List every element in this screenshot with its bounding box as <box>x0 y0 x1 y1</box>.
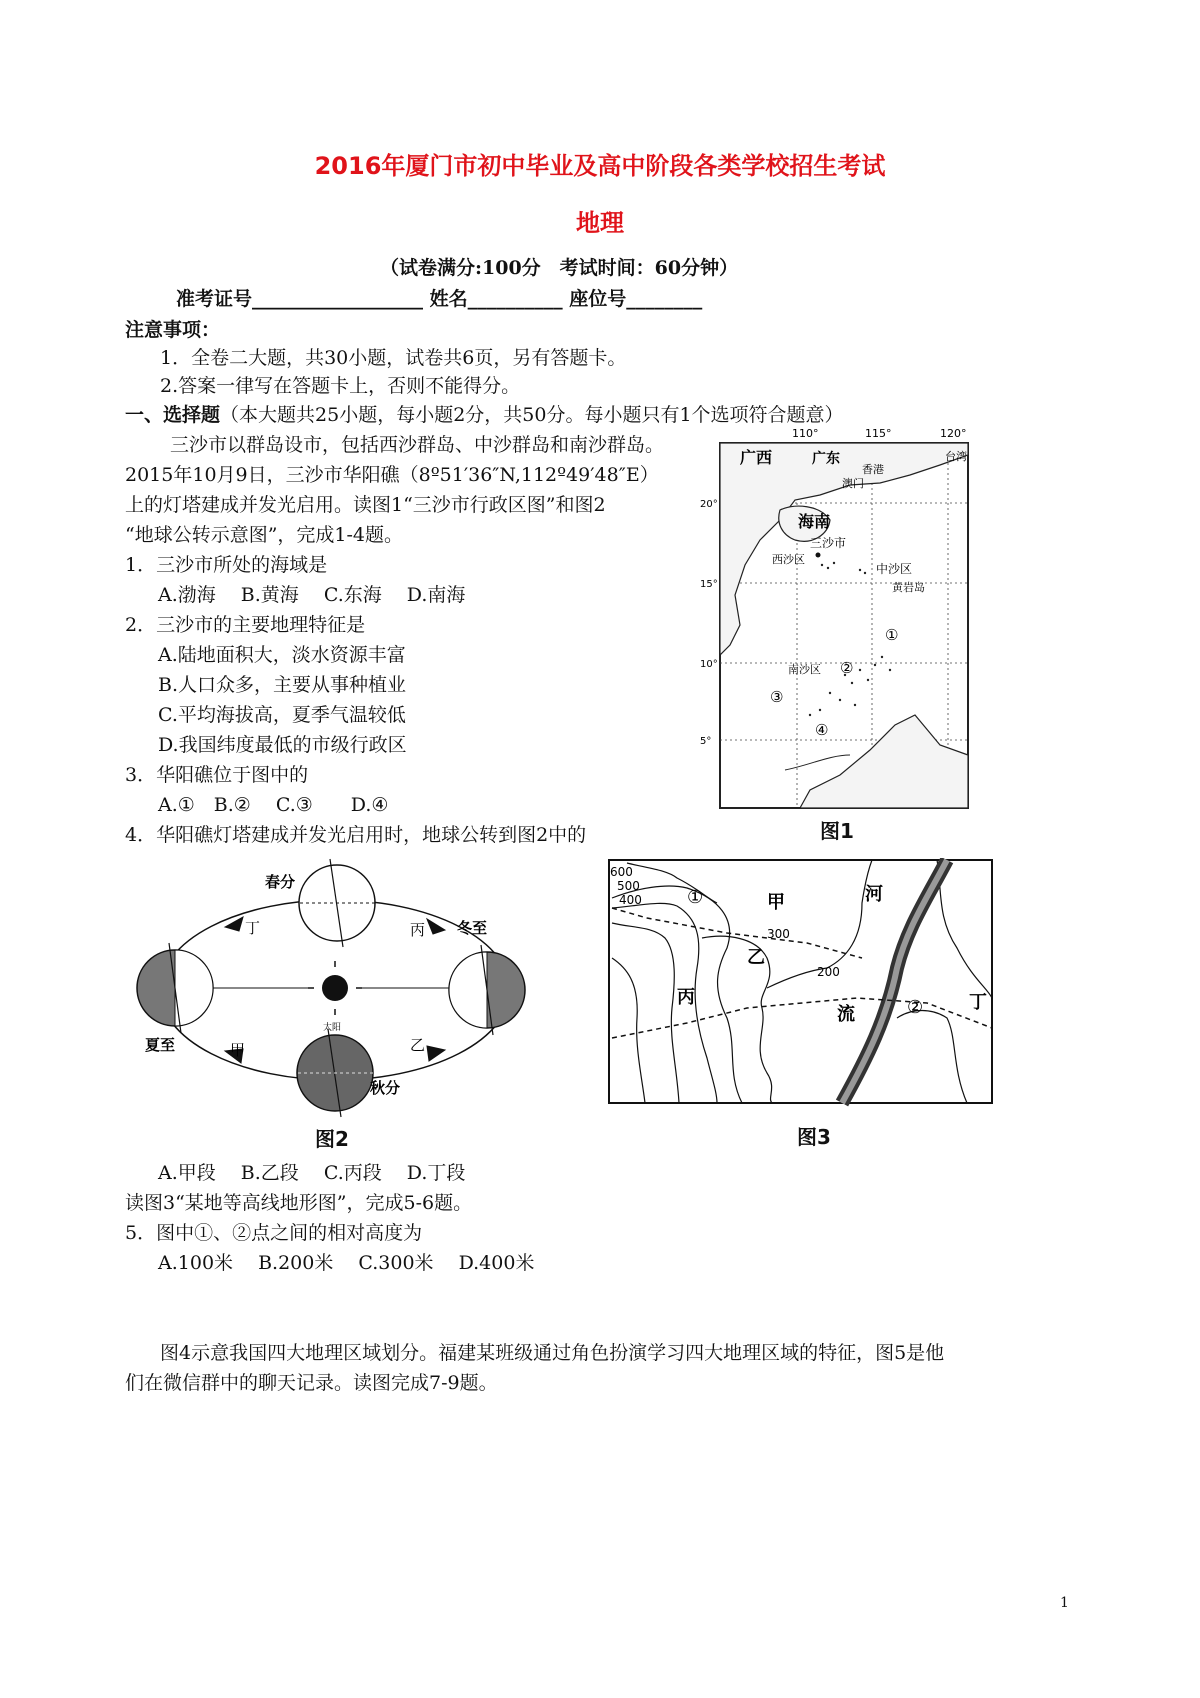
contour-300: 300 <box>767 927 790 941</box>
label-xisha: 西沙区 <box>772 553 805 566</box>
marker-1: ① <box>885 626 899 644</box>
label-guangdong: 广东 <box>812 451 840 467</box>
fig3-caption: 图3 <box>797 1125 831 1149</box>
lon-label-110: 110° <box>792 427 819 440</box>
zone-jia: 甲 <box>767 892 785 913</box>
q4-stem: 4．华阳礁灯塔建成并发光启用时，地球公转到图2中的 <box>125 824 587 846</box>
revolution-diagram <box>125 855 535 1120</box>
label-hongkong: 香港 <box>862 463 884 476</box>
label-hainan: 海南 <box>798 512 831 531</box>
sun-label: 太阳 <box>323 1023 342 1033</box>
q2-option-a: A.陆地面积大，淡水资源丰富 <box>158 644 406 666</box>
sansha-map <box>700 425 980 845</box>
label-summer-solstice: 夏至 <box>145 1036 176 1054</box>
lat-label-15: 15° <box>700 579 718 590</box>
label-taiwan: 台湾 <box>945 450 967 463</box>
lon-label-115: 115° <box>865 427 892 440</box>
page-number: 1 <box>1060 1595 1069 1611</box>
note-item-1: 1．全卷二大题，共30小题，试卷共6页，另有答题卡。 <box>160 347 627 369</box>
figure-1 <box>700 425 980 845</box>
contour-500: 500 <box>617 879 640 893</box>
marker-2: ② <box>840 659 854 677</box>
exam-info: （试卷满分:100分 考试时间：60分钟） <box>380 257 739 279</box>
label-huangyan: 黄岩岛 <box>892 581 925 594</box>
q2-stem: 2．三沙市的主要地理特征是 <box>125 614 366 636</box>
label-autumn-equinox: 秋分 <box>370 1079 401 1097</box>
q2-option-d: D.我国纬度最低的市级行政区 <box>158 734 407 756</box>
intro1-line-3: 上的灯塔建成并发光启用。读图1“三沙市行政区图”和图2 <box>125 494 606 516</box>
q1-options: A.渤海 B.黄海 C.东海 D.南海 <box>158 584 466 606</box>
zone-yi: 乙 <box>747 947 765 968</box>
note-item-2: 2.答案一律写在答题卡上，否则不能得分。 <box>160 375 521 397</box>
point-2: ② <box>907 997 924 1018</box>
notes-heading: 注意事项： <box>125 319 221 341</box>
section-1 <box>125 400 844 427</box>
section-1-desc: （本大题共25小题，每小题2分，共50分。每小题只有1个选项符合题意） <box>220 404 844 426</box>
marker-4: ④ <box>815 721 829 739</box>
contour-400: 400 <box>619 893 642 907</box>
lat-label-5: 5° <box>700 736 712 747</box>
subject-title: 地理 <box>576 209 624 237</box>
candidate-fields: 准考证号__________________ 姓名__________ 座位号________ <box>176 288 703 310</box>
figure-3 <box>607 858 997 1148</box>
intro2: 读图3“某地等高线地形图”，完成5-6题。 <box>125 1192 473 1214</box>
contour-200: 200 <box>817 965 840 979</box>
section-1-heading: 一、选择题 <box>125 404 221 426</box>
zone-bing: 丙 <box>677 987 695 1008</box>
segment-yi: 乙 <box>410 1036 426 1054</box>
segment-ding: 丁 <box>245 919 261 937</box>
q2-option-b: B.人口众多，主要从事种植业 <box>158 674 407 696</box>
label-sansha: 三沙市 <box>810 536 847 550</box>
intro3-line-1: 图4示意我国四大地理区域划分。福建某班级通过角色扮演学习四大地理区域的特征，图5是他 <box>160 1342 945 1364</box>
intro1-line-2: 2015年10月9日，三沙市华阳礁（8º51′36″N,112º49′48″E） <box>125 464 659 486</box>
label-zhongsha: 中沙区 <box>876 562 913 576</box>
figure-2 <box>125 855 535 1150</box>
lat-label-20: 20° <box>700 499 718 510</box>
segment-bing: 丙 <box>410 921 426 939</box>
intro1-line-4: “地球公转示意图”，完成1-4题。 <box>125 524 404 546</box>
label-macau: 澳门 <box>842 477 864 490</box>
q3-options: A.① B.② C.③ D.④ <box>158 794 389 816</box>
segment-jia: 甲 <box>230 1041 246 1059</box>
intro3-line-2: 们在微信群中的聊天记录。读图完成7-9题。 <box>125 1372 498 1394</box>
q3-stem: 3．华阳礁位于图中的 <box>125 764 309 786</box>
label-guangxi: 广西 <box>740 448 773 467</box>
label-nansha: 南沙区 <box>788 663 821 676</box>
fig2-caption: 图2 <box>315 1127 349 1151</box>
marker-3: ③ <box>770 688 784 706</box>
intro1-line-1: 三沙市以群岛设市，包括西沙群岛、中沙群岛和南沙群岛。 <box>170 434 665 456</box>
lat-label-10: 10° <box>700 659 718 670</box>
river-label-liu: 流 <box>837 1004 855 1025</box>
q4-options: A.甲段 B.乙段 C.丙段 D.丁段 <box>158 1162 466 1184</box>
fig1-caption: 图1 <box>820 819 854 843</box>
q1-stem: 1．三沙市所处的海域是 <box>125 554 328 576</box>
point-1: ① <box>687 887 704 908</box>
q5-stem: 5．图中①、②点之间的相对高度为 <box>125 1222 423 1244</box>
exam-title: 2016年厦门市初中毕业及高中阶段各类学校招生考试 <box>314 152 886 180</box>
contour-map <box>607 858 997 1108</box>
zone-ding: 丁 <box>969 992 987 1013</box>
river-label-he: 河 <box>865 884 883 905</box>
lon-label-120: 120° <box>940 427 967 440</box>
contour-600: 600 <box>610 865 633 879</box>
label-spring-equinox: 春分 <box>265 873 296 891</box>
q5-options: A.100米 B.200米 C.300米 D.400米 <box>158 1252 535 1274</box>
q2-option-c: C.平均海拔高，夏季气温较低 <box>158 704 406 726</box>
label-winter-solstice: 冬至 <box>457 919 488 937</box>
